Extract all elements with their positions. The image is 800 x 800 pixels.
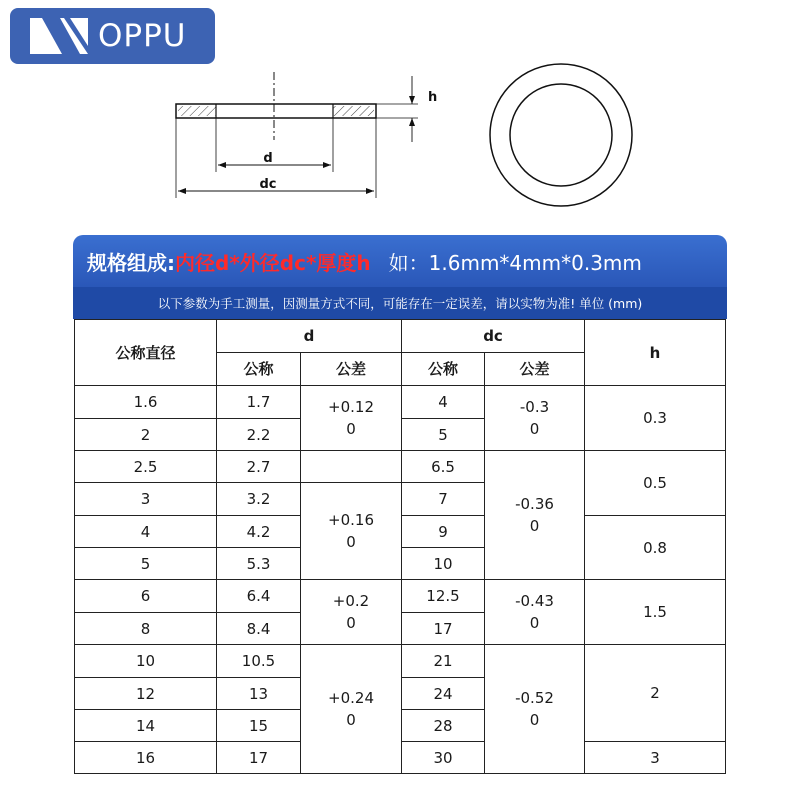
size-cell: 8 <box>75 613 217 645</box>
header-nominal-diameter: 公称直径 <box>75 320 217 386</box>
dc-nominal-cell: 30 <box>402 742 485 774</box>
d-tolerance-upper: +0.2 <box>332 592 370 610</box>
dc-nominal-cell: 9 <box>402 516 485 548</box>
washer-side-view <box>176 72 418 198</box>
h-cell: 1.5 <box>585 580 726 645</box>
brand-name: OPPU <box>98 18 187 54</box>
spec-banner <box>73 235 727 319</box>
d-nominal-cell: 10.5 <box>217 645 301 678</box>
header-dc-tolerance: 公差 <box>485 353 585 386</box>
d-tolerance-lower: 0 <box>346 614 356 632</box>
dc-tolerance-upper: -0.52 <box>515 689 554 707</box>
size-cell: 4 <box>75 516 217 548</box>
dc-nominal-cell: 5 <box>402 419 485 451</box>
d-tolerance-upper: +0.16 <box>328 511 374 529</box>
size-cell: 3 <box>75 483 217 516</box>
size-cell: 2 <box>75 419 217 451</box>
d-tolerance-lower: 0 <box>346 420 356 438</box>
d-tolerance-empty-cell <box>301 451 402 483</box>
d-nominal-cell: 15 <box>217 710 301 742</box>
d-tolerance-cell <box>301 386 402 451</box>
size-cell: 6 <box>75 580 217 613</box>
washer-diagram <box>0 0 800 230</box>
size-cell: 16 <box>75 742 217 774</box>
d-nominal-cell: 13 <box>217 678 301 710</box>
d-nominal-cell: 5.3 <box>217 548 301 580</box>
d-nominal-cell: 6.4 <box>217 580 301 613</box>
d-nominal-cell: 8.4 <box>217 613 301 645</box>
washer-spec-table <box>74 319 726 774</box>
table-row <box>75 645 726 678</box>
dc-label: dc <box>259 177 277 192</box>
header-d-tolerance: 公差 <box>301 353 402 386</box>
spec-title-prefix: 规格组成: <box>87 250 175 275</box>
size-cell: 2.5 <box>75 451 217 483</box>
size-cell: 14 <box>75 710 217 742</box>
dc-nominal-cell: 10 <box>402 548 485 580</box>
spec-title <box>73 235 727 287</box>
size-cell: 1.6 <box>75 386 217 419</box>
dc-nominal-cell: 28 <box>402 710 485 742</box>
table-row <box>75 580 726 613</box>
h-label: h <box>428 90 438 105</box>
h-cell: 0.5 <box>585 451 726 516</box>
size-cell: 5 <box>75 548 217 580</box>
d-tolerance-cell <box>301 483 402 580</box>
h-cell: 0.3 <box>585 386 726 451</box>
d-tolerance-upper: +0.12 <box>328 398 374 416</box>
d-tolerance-cell <box>301 645 402 774</box>
dc-nominal-cell: 21 <box>402 645 485 678</box>
h-cell: 2 <box>585 645 726 742</box>
size-cell: 10 <box>75 645 217 678</box>
table-row <box>75 451 726 483</box>
header-h: h <box>585 320 726 386</box>
spec-title-example: 如：1.6mm*4mm*0.3mm <box>388 250 642 275</box>
measurement-note: 以下参数为手工测量，因测量方式不同，可能存在一定误差，请以实物为准! 单位 (mm) <box>73 287 727 319</box>
d-nominal-cell: 4.2 <box>217 516 301 548</box>
d-nominal-cell: 2.7 <box>217 451 301 483</box>
dc-tolerance-cell <box>485 580 585 645</box>
d-tolerance-lower: 0 <box>346 711 356 729</box>
table-row <box>75 386 726 419</box>
table-header-row <box>75 320 726 353</box>
d-nominal-cell: 3.2 <box>217 483 301 516</box>
header-dc-nominal: 公称 <box>402 353 485 386</box>
d-tolerance-lower: 0 <box>346 533 356 551</box>
d-nominal-cell: 17 <box>217 742 301 774</box>
d-tolerance-upper: +0.24 <box>328 689 374 707</box>
washer-top-view <box>490 64 632 206</box>
d-tolerance-cell <box>301 580 402 645</box>
header-d: d <box>217 320 402 353</box>
dc-tolerance-upper: -0.43 <box>515 592 554 610</box>
dc-tolerance-cell <box>485 645 585 774</box>
h-cell: 3 <box>585 742 726 774</box>
dc-tolerance-lower: 0 <box>529 711 540 729</box>
size-cell: 12 <box>75 678 217 710</box>
spec-title-formula: 内径d*外径dc*厚度h <box>175 250 371 275</box>
dc-tolerance-lower: 0 <box>529 420 540 438</box>
dc-nominal-cell: 7 <box>402 483 485 516</box>
d-nominal-cell: 2.2 <box>217 419 301 451</box>
dc-tolerance-upper: -0.3 <box>519 398 550 416</box>
dc-nominal-cell: 4 <box>402 386 485 419</box>
dc-tolerance-lower: 0 <box>529 614 540 632</box>
dc-tolerance-cell <box>485 386 585 451</box>
dc-nominal-cell: 6.5 <box>402 451 485 483</box>
dc-nominal-cell: 17 <box>402 613 485 645</box>
header-dc: dc <box>402 320 585 353</box>
dc-nominal-cell: 24 <box>402 678 485 710</box>
dc-tolerance-cell <box>485 451 585 580</box>
d-nominal-cell: 1.7 <box>217 386 301 419</box>
dc-tolerance-upper: -0.36 <box>515 495 554 513</box>
dc-tolerance-lower: 0 <box>529 517 540 535</box>
d-label: d <box>263 151 273 166</box>
dc-nominal-cell: 12.5 <box>402 580 485 613</box>
h-cell: 0.8 <box>585 516 726 580</box>
header-d-nominal: 公称 <box>217 353 301 386</box>
